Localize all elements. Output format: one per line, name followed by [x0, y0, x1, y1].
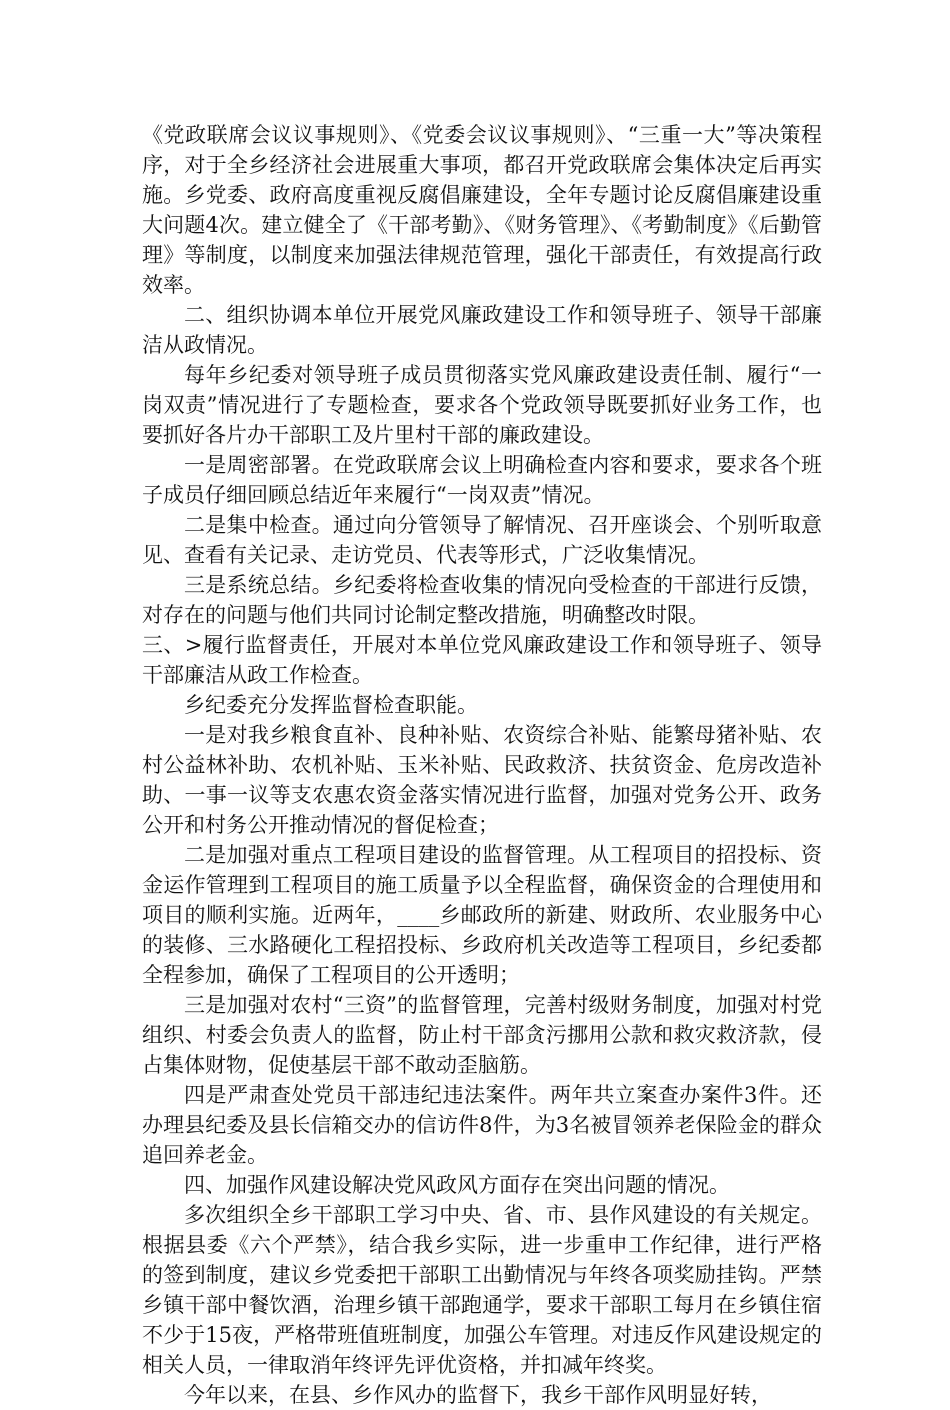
paragraph-6: 三是系统总结。乡纪委将检查收集的情况向受检查的干部进行反馈，对存在的问题与他们共同讨论制定整改措施，明确整改时限。: [142, 573, 822, 627]
paragraph-3: 每年乡纪委对领导班子成员贯彻落实党风廉政建设责任制、履行“一岗双责”情况进行了专题检查，要求各个党政领导既要抓好业务工作，也要抓好各片办干部职工及片里村干部的廉政建设。: [142, 363, 822, 447]
paragraph-12: 四是严肃查处党员干部违纪违法案件。两年共立案查办案件3件。还办理县纪委及县长信箱交办的信访件8件，为3名被冒领养老保险金的群众追回养老金。: [142, 1083, 822, 1167]
paragraph-10: 二是加强对重点工程项目建设的监督管理。从工程项目的招投标、资金运作管理到工程项目的施工质量予以全程监督，确保资金的合理使用和项目的顺利实施。近两年，____乡邮政所的新建、财政所、农业服务中心的装修、三水路硬化工程招投标、乡政府机关改造等工程项目，乡纪委都全程参加，确保了工程项目的公开透明；: [142, 843, 822, 987]
paragraph-13: 四、加强作风建设解决党风政风方面存在突出问题的情况。: [184, 1173, 730, 1197]
paragraph-2: 二、组织协调本单位开展党风廉政建设工作和领导班子、领导干部廉洁从政情况。: [142, 303, 822, 357]
paragraph-9: 一是对我乡粮食直补、良种补贴、农资综合补贴、能繁母猪补贴、农村公益林补助、农机补贴、玉米补贴、民政救济、扶贫资金、危房改造补助、一事一议等支农惠农资金落实情况进行监督，加强对党务公开、政务公开和村务公开推动情况的督促检查；: [142, 723, 822, 837]
paragraph-15: 今年以来，在县、乡作风办的监督下，我乡干部作风明显好转，: [184, 1383, 772, 1407]
paragraph-5: 二是集中检查。通过向分管领导了解情况、召开座谈会、个别听取意见、查看有关记录、走访党员、代表等形式，广泛收集情况。: [142, 513, 822, 567]
paragraph-1: 《党政联席会议议事规则》、《党委会议议事规则》、“三重一大”等决策程序，对于全乡经济社会进展重大事项，都召开党政联席会集体决定后再实施。乡党委、政府高度重视反腐倡廉建设，全年专题讨论反腐倡廉建设重大问题4次。建立健全了《干部考勤》、《财务管理》、《考勤制度》《后勤管理》等制度，以制度来加强法律规范管理，强化干部责任，有效提高行政效率。: [142, 123, 822, 297]
paragraph-4: 一是周密部署。在党政联席会议上明确检查内容和要求，要求各个班子成员仔细回顾总结近年来履行“一岗双责”情况。: [142, 453, 822, 507]
paragraph-8: 乡纪委充分发挥监督检查职能。: [184, 693, 478, 717]
document-body: [142, 120, 822, 1410]
paragraph-7: 三、>履行监督责任，开展对本单位党风廉政建设工作和领导班子、领导干部廉洁从政工作检查。: [142, 633, 822, 687]
paragraph-14: 多次组织全乡干部职工学习中央、省、市、县作风建设的有关规定。根据县委《六个严禁》，结合我乡实际，进一步重申工作纪律，进行严格的签到制度，建议乡党委把干部职工出勤情况与年终各项奖励挂钩。严禁乡镇干部中餐饮酒，治理乡镇干部跑通学，要求干部职工每月在乡镇住宿不少于15夜，严格带班值班制度，加强公车管理。对违反作风建设规定的相关人员，一律取消年终评先评优资格，并扣减年终奖。: [142, 1203, 822, 1377]
paragraph-11: 三是加强对农村“三资”的监督管理，完善村级财务制度，加强对村党组织、村委会负责人的监督，防止村干部贪污挪用公款和救灾救济款，侵占集体财物，促使基层干部不敢动歪脑筋。: [142, 993, 822, 1077]
